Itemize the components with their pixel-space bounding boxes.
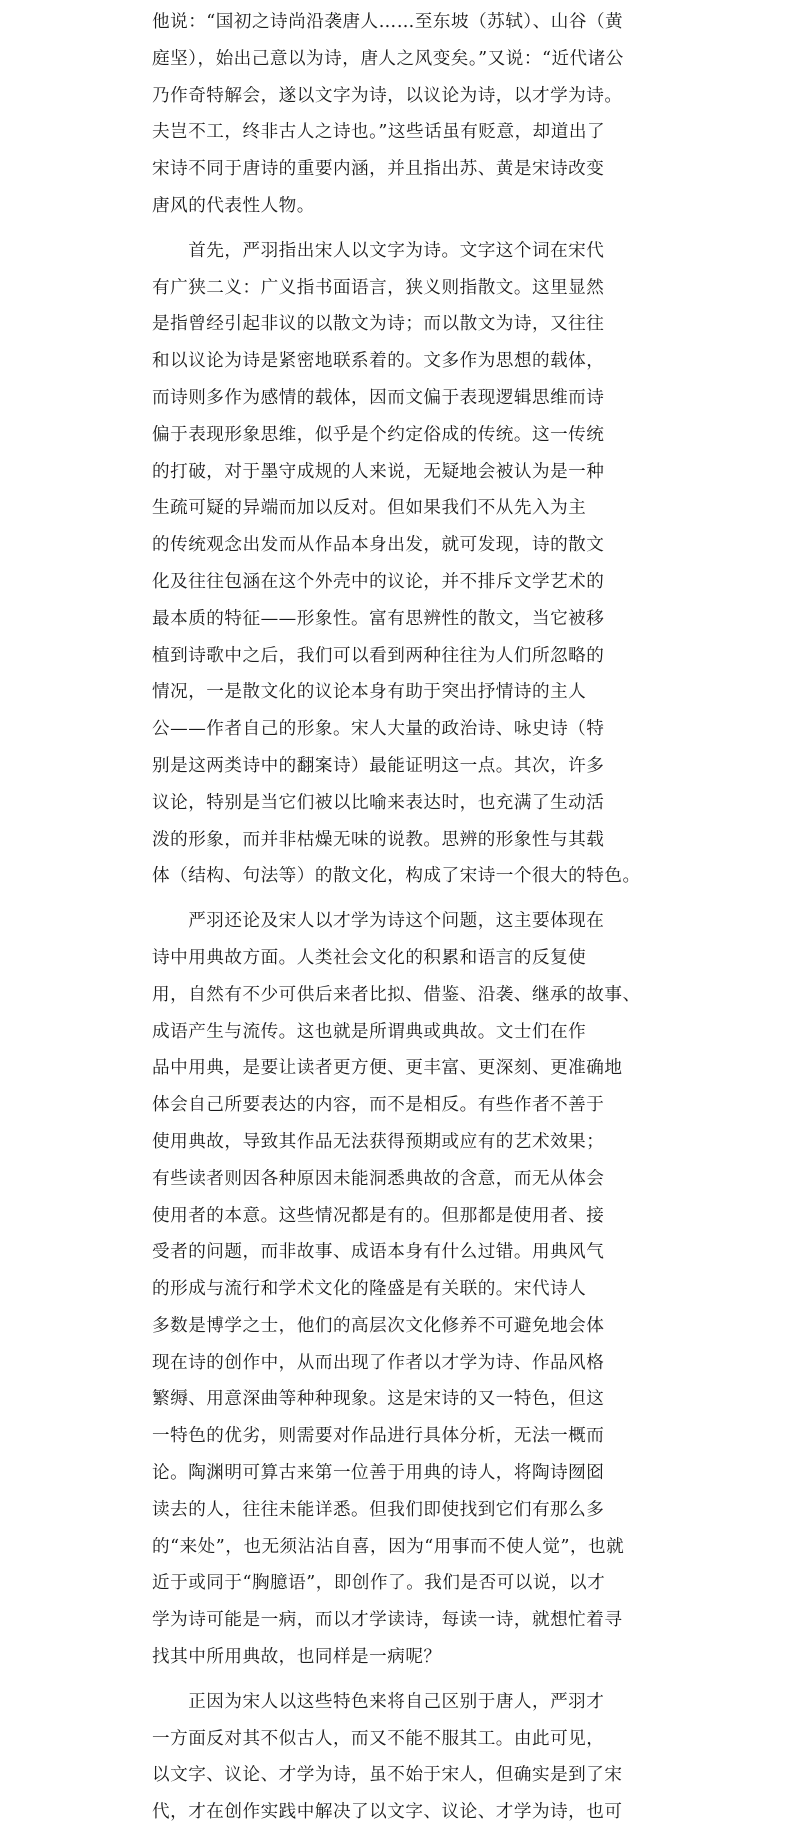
text-line: 一方面反对其不似古人，而又不能不服其工。由此可见， xyxy=(152,1728,605,1749)
text-line: 体会自己所要表达的内容，而不是相反。有些作者不善于 xyxy=(152,1095,605,1116)
text-line: 植到诗歌中之后，我们可以看到两种往往为人们所忽略的 xyxy=(152,645,605,666)
text-line: 代，才在创作实践中解决了以文字、议论、才学为诗，也可 xyxy=(152,1802,623,1823)
text-line: 化及往往包涵在这个外壳中的议论，并不排斥文学艺术的 xyxy=(152,571,605,592)
text-line: 论。陶渊明可算古来第一位善于用典的诗人，将陶诗囫囵 xyxy=(152,1463,605,1484)
text-line: 议论，特别是当它们被以比喻来表达时，也充满了生动活 xyxy=(152,792,605,813)
paragraph-gap xyxy=(152,225,632,233)
text-line: 诗中用典故方面。人类社会文化的积累和语言的反复使 xyxy=(152,947,587,968)
text-line: 体（结构、句法等）的散文化，构成了宋诗一个很大的特色。 xyxy=(152,866,641,887)
text-line: 品中用典，是要让读者更方便、更丰富、更深刻、更准确地 xyxy=(152,1058,623,1079)
text-line: 正因为宋人以这些特色来将自己区别于唐人，严羽才 xyxy=(152,1691,605,1712)
text-line: 是指曾经引起非议的以散文为诗；而以散文为诗，又往往 xyxy=(152,314,605,335)
text-line: 乃作奇特解会，遂以文字为诗，以议论为诗，以才学为诗。 xyxy=(152,85,623,106)
text-line: 使用典故，导致其作品无法获得预期或应有的艺术效果； xyxy=(152,1131,605,1152)
text-line: 庭坚），始出己意以为诗，唐人之风变矣。”又说：“近代诸公 xyxy=(152,48,624,69)
text-line: 近于或同于“胸臆语”，即创作了。我们是否可以说，以才 xyxy=(152,1573,606,1594)
text-line: 和以议论为诗是紧密地联系着的。文多作为思想的载体， xyxy=(152,351,605,372)
text-line: 泼的形象，而并非枯燥无味的说教。思辨的形象性与其载 xyxy=(152,829,605,850)
text-line: 的“来处”，也无须沾沾自喜，因为“用事而不使人觉”，也就 xyxy=(152,1536,625,1557)
paragraph-gap xyxy=(152,895,632,903)
text-line: 而诗则多作为感情的载体，因而文偏于表现逻辑思维而诗 xyxy=(152,387,605,408)
text-line: 生疏可疑的异端而加以反对。但如果我们不从先入为主 xyxy=(152,498,587,519)
text-line: 夫岂不工，终非古人之诗也。”这些话虽有贬意，却道出了 xyxy=(152,122,606,143)
text-line: 有些读者则因各种原因未能洞悉典故的含意，而无从体会 xyxy=(152,1168,605,1189)
text-line: 使用者的本意。这些情况都是有的。但那都是使用者、接 xyxy=(152,1205,605,1226)
text-line: 用，自然有不少可供后来者比拟、借鉴、沿袭、继承的故事、 xyxy=(152,984,641,1005)
text-line: 首先，严羽指出宋人以文字为诗。文字这个词在宋代 xyxy=(152,240,605,261)
paragraph xyxy=(152,1684,632,1831)
paragraph xyxy=(152,903,641,1676)
text-line: 公——作者自己的形象。宋人大量的政治诗、咏史诗（特 xyxy=(152,719,605,740)
text-line: 一特色的优劣，则需要对作品进行具体分析，无法一概而 xyxy=(152,1426,605,1447)
text-line: 有广狭二义：广义指书面语言，狭义则指散文。这里显然 xyxy=(152,277,605,298)
text-line: 的形成与流行和学术文化的隆盛是有关联的。宋代诗人 xyxy=(152,1279,587,1300)
paragraph xyxy=(152,4,632,225)
text-line: 情况，一是散文化的议论本身有助于突出抒情诗的主人 xyxy=(152,682,587,703)
text-line: 的传统观念出发而从作品本身出发，就可发现，诗的散文 xyxy=(152,535,605,556)
text-line: 宋诗不同于唐诗的重要内涵，并且指出苏、黄是宋诗改变 xyxy=(152,159,605,180)
text-line: 读去的人，往往未能详悉。但我们即使找到它们有那么多 xyxy=(152,1499,605,1520)
text-line: 成语产生与流传。这也就是所谓典或典故。文士们在作 xyxy=(152,1021,587,1042)
paragraph-gap xyxy=(152,1676,632,1684)
paragraph xyxy=(152,233,641,895)
text-line: 别是这两类诗中的翻案诗）最能证明这一点。其次，许多 xyxy=(152,755,605,776)
text-line: 繁缛、用意深曲等种种现象。这是宋诗的又一特色，但这 xyxy=(152,1389,605,1410)
document-page xyxy=(152,0,641,1831)
text-line: 严羽还论及宋人以才学为诗这个问题，这主要体现在 xyxy=(152,911,605,932)
text-line: 他说：“国初之诗尚沿袭唐人……至东坡（苏轼）、山谷（黄 xyxy=(152,12,624,32)
text-line: 以文字、议论、才学为诗，虽不始于宋人，但确实是到了宋 xyxy=(152,1765,623,1786)
text-line: 找其中所用典故，也同样是一病呢？ xyxy=(152,1647,442,1668)
text-line: 学为诗可能是一病，而以才学读诗，每读一诗，就想忙着寻 xyxy=(152,1610,623,1631)
text-line: 多数是博学之士，他们的高层次文化修养不可避免地会体 xyxy=(152,1315,605,1336)
text-line: 最本质的特征——形象性。富有思辨性的散文，当它被移 xyxy=(152,608,605,629)
text-line: 受者的问题，而非故事、成语本身有什么过错。用典风气 xyxy=(152,1242,605,1263)
text-line: 唐风的代表性人物。 xyxy=(152,195,315,216)
text-line: 现在诗的创作中，从而出现了作者以才学为诗、作品风格 xyxy=(152,1352,605,1373)
text-line: 的打破，对于墨守成规的人来说，无疑地会被认为是一种 xyxy=(152,461,605,482)
text-line: 偏于表现形象思维，似乎是个约定俗成的传统。这一传统 xyxy=(152,424,605,445)
